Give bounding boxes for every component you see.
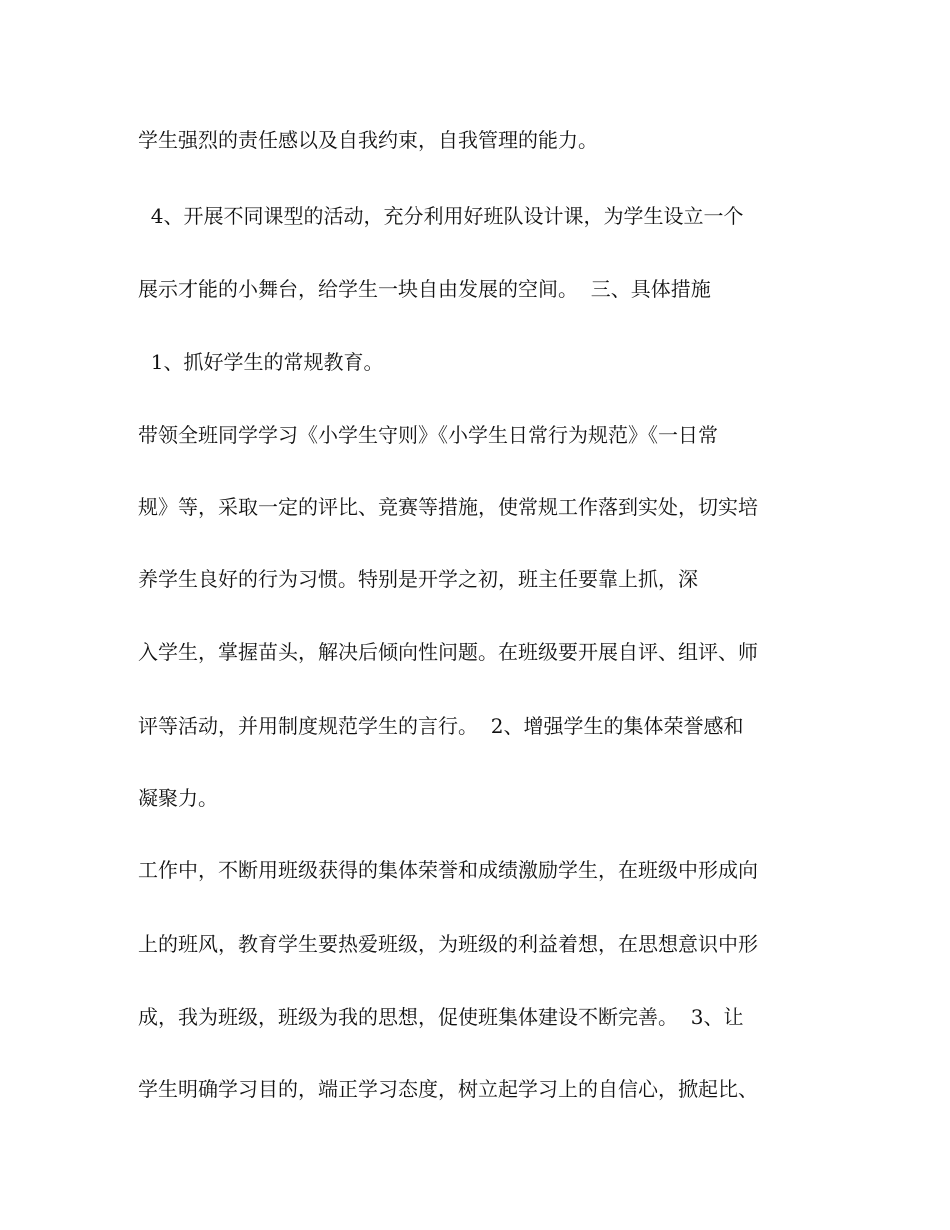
text-line-6: 规》等，采取一定的评比、竞赛等措施，使常规工作落到实处，切实培 <box>138 495 758 519</box>
text-line-11: 工作中，不断用班级获得的集体荣誉和成绩激励学生，在班级中形成向 <box>138 858 758 882</box>
text-line-10: 凝聚力。 <box>138 786 218 810</box>
text-line-13: 成，我为班级，班级为我的思想，促使班集体建设不断完善。 3、让 <box>138 1005 744 1029</box>
text-line-9: 评等活动，并用制度规范学生的言行。 2、增强学生的集体荣誉感和 <box>138 714 744 738</box>
text-line-12: 上的班风，教育学生要热爱班级，为班级的利益着想，在思想意识中形 <box>138 932 758 956</box>
text-line-8: 入学生，掌握苗头，解决后倾向性问题。在班级要开展自评、组评、师 <box>138 640 758 664</box>
text-line-5: 带领全班同学学习《小学生守则》《小学生日常行为规范》《一日常 <box>138 423 718 447</box>
text-line-2: 4、开展不同课型的活动，充分利用好班队设计课，为学生设立一个 <box>138 204 744 228</box>
text-line-14: 学生明确学习目的，端正学习态度，树立起学习上的自信心，掀起比、 <box>138 1077 758 1101</box>
text-line-4: 1、抓好学生的常规教育。 <box>138 350 384 374</box>
text-line-7: 养学生良好的行为习惯。特别是开学之初，班主任要靠上抓，深 <box>138 567 698 591</box>
text-line-3: 展示才能的小舞台，给学生一块自由发展的空间。 三、具体措施 <box>138 277 711 301</box>
text-line-1: 学生强烈的责任感以及自我约束，自我管理的能力。 <box>138 128 598 152</box>
